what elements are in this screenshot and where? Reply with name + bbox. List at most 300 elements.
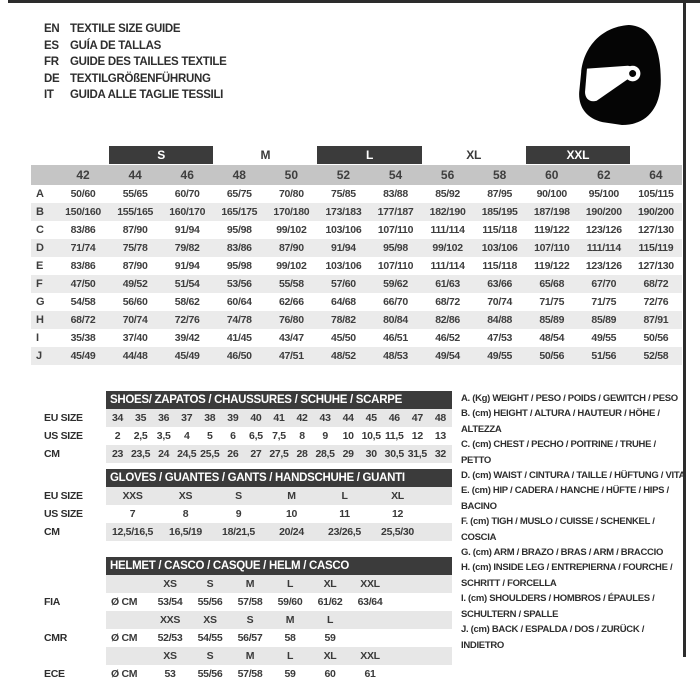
cell: 23 <box>111 448 124 460</box>
cell: 127/130 <box>637 260 674 272</box>
cell: 59 <box>284 668 296 680</box>
cell: 48/54 <box>539 332 565 344</box>
cell: 52/53 <box>157 632 183 644</box>
cell: 53/54 <box>157 596 183 608</box>
cell: 26 <box>227 448 239 460</box>
row-values <box>57 278 682 290</box>
language-title-block <box>44 21 227 104</box>
cell: 6,5 <box>249 430 263 442</box>
cell: 30 <box>365 448 377 460</box>
cell: 57/58 <box>237 668 263 680</box>
cell: 5 <box>207 430 213 442</box>
row-values <box>106 508 452 520</box>
cell: 59/60 <box>277 596 303 608</box>
cell: 80/84 <box>383 314 408 326</box>
cell: 71/75 <box>591 296 617 308</box>
cell: 107/110 <box>534 242 570 254</box>
ece-label: ECE <box>44 668 65 680</box>
cell: M <box>245 650 255 662</box>
cell: 58 <box>492 168 507 182</box>
shoes-cm-label: CM <box>44 448 60 460</box>
cell: 155/165 <box>117 206 154 218</box>
cell: 60/70 <box>174 188 200 200</box>
cell: 62 <box>597 168 611 182</box>
shoes-row-labels <box>44 391 106 463</box>
cell: 39/42 <box>174 332 200 344</box>
cell: 42 <box>296 412 308 424</box>
cell: 111/114 <box>430 224 465 236</box>
cell: 39 <box>227 412 239 424</box>
label-spacer <box>44 391 106 409</box>
cell: 115/118 <box>482 260 518 272</box>
textile-size-table <box>31 146 682 365</box>
size-group-spacer <box>57 146 109 164</box>
cell: 53/56 <box>226 278 252 290</box>
cell: 190/200 <box>585 206 622 218</box>
row-label: G <box>36 296 45 308</box>
cell: 36 <box>158 412 170 424</box>
cell: 56 <box>440 168 455 182</box>
cell: 78/82 <box>331 314 356 326</box>
cell: 127/130 <box>637 224 674 236</box>
row-values <box>150 596 452 608</box>
cell: S <box>246 614 254 626</box>
row-values <box>150 668 452 680</box>
cell: XXL <box>360 578 380 590</box>
table-row-j <box>31 347 682 365</box>
gloves-table <box>44 469 452 541</box>
gloves-us-row <box>106 505 452 523</box>
cell: 12,5/16,5 <box>111 526 154 538</box>
cell: 46/52 <box>435 332 460 344</box>
row-values <box>57 224 682 236</box>
cell: S <box>206 650 214 662</box>
cmr-sizes-row <box>106 611 452 629</box>
cell: 68/72 <box>70 314 96 326</box>
cell: 64 <box>649 168 663 182</box>
row-values <box>57 296 682 308</box>
cell: 24,5 <box>177 448 197 460</box>
size-group-s: S <box>109 146 213 164</box>
size-group-xxl: XXL <box>526 146 630 164</box>
cell: 63/66 <box>487 278 513 290</box>
cell: 9 <box>322 430 328 442</box>
cell: 41 <box>273 412 285 424</box>
cell: 51/54 <box>174 278 200 290</box>
racing-helmet-icon <box>576 24 664 126</box>
language-row <box>44 71 227 88</box>
cell: 59/62 <box>383 278 408 290</box>
shoes-table <box>44 391 452 463</box>
cell: 87/90 <box>122 260 148 272</box>
cell: 187/198 <box>533 206 570 218</box>
cell: 160/170 <box>169 206 206 218</box>
row-values <box>57 350 682 362</box>
cell: M <box>287 490 296 502</box>
cell: 99/102 <box>276 260 307 272</box>
cell: 47/50 <box>70 278 96 290</box>
cell: 10 <box>285 508 298 520</box>
cell: 28,5 <box>315 448 335 460</box>
cell: 25,5 <box>200 448 220 460</box>
cell: 10 <box>342 430 354 442</box>
cell: 87/90 <box>122 224 148 236</box>
cell: 7 <box>129 508 136 520</box>
cell: 70/74 <box>122 314 148 326</box>
cell: L <box>286 578 294 590</box>
cell: 37 <box>181 412 193 424</box>
cell: 68/72 <box>435 296 460 308</box>
shoes-eu-size-label: EU SIZE <box>44 412 83 424</box>
cell: 62/66 <box>278 296 304 308</box>
cell: 47 <box>411 412 423 424</box>
cell: 48/53 <box>383 350 408 362</box>
cell: 170/180 <box>273 206 310 218</box>
cell: 43/47 <box>278 332 304 344</box>
cell: 51/56 <box>591 350 617 362</box>
row-label: F <box>36 278 43 290</box>
cell: XS <box>163 578 177 590</box>
cell: 90/100 <box>536 188 567 200</box>
cell: 12 <box>411 430 423 442</box>
cell: 190/200 <box>637 206 674 218</box>
cell: 43 <box>319 412 331 424</box>
cell: 28 <box>296 448 308 460</box>
table-row-b <box>31 203 682 221</box>
cell: 47/53 <box>487 332 513 344</box>
cell: 23/26,5 <box>328 526 361 538</box>
legend-item-arm: G. (cm) ARM / BRAZO / BRAS / ARM / BRACCIO <box>461 547 664 559</box>
language-row <box>44 21 227 38</box>
cell: XL <box>391 490 404 502</box>
cell: XL <box>323 650 337 662</box>
cell: 11,5 <box>384 430 404 442</box>
cell: 95/98 <box>383 242 408 254</box>
cell: L <box>286 650 294 662</box>
gloves-sizes-row <box>106 487 452 505</box>
cell: 3,5 <box>156 430 171 442</box>
numeric-size-columns <box>57 168 682 182</box>
gloves-cm-label: CM <box>44 526 60 538</box>
label-spacer <box>44 469 106 487</box>
size-group-xl: XL <box>466 148 482 162</box>
language-code: FR <box>44 56 59 68</box>
cell: 87/91 <box>643 314 669 326</box>
cell: 119/122 <box>534 224 570 236</box>
cell: 52/58 <box>643 350 669 362</box>
cell: 75/85 <box>331 188 356 200</box>
cell: 44 <box>128 168 142 182</box>
cell: 50/56 <box>643 332 669 344</box>
row-label: B <box>36 206 44 218</box>
row-values <box>106 526 452 538</box>
cell: XL <box>323 578 337 590</box>
cell: 182/190 <box>429 206 466 218</box>
cell: 61 <box>364 668 376 680</box>
row-values <box>57 242 682 254</box>
cell: 58 <box>284 632 296 644</box>
table-row-a <box>31 185 682 203</box>
table-row-c <box>31 221 682 239</box>
cell: 119/122 <box>534 260 570 272</box>
table-row-e <box>31 257 682 275</box>
cell: 8 <box>182 508 189 520</box>
cell: 75/78 <box>122 242 148 254</box>
cmr-values-row <box>106 629 452 647</box>
legend-item-weight: A. (Kg) WEIGHT / PESO / POIDS / GEWITCH / PESO <box>461 393 678 404</box>
shoes-us-row <box>106 427 452 445</box>
cell: L <box>341 490 348 502</box>
cell: 45/50 <box>331 332 356 344</box>
cell: 61/63 <box>435 278 460 290</box>
cell: 49/55 <box>591 332 617 344</box>
table-row-g <box>31 293 682 311</box>
language-title: TEXTILE SIZE GUIDE <box>70 23 181 35</box>
cell: 32 <box>434 448 446 460</box>
cell: 185/195 <box>481 206 518 218</box>
cell: 50/60 <box>70 188 96 200</box>
cell: 56/60 <box>122 296 148 308</box>
cell: XXL <box>360 650 380 662</box>
cell: 54 <box>388 168 403 182</box>
cell: 68/72 <box>643 278 669 290</box>
cell: 25,5/30 <box>381 526 414 538</box>
language-title: GUÍA DE TALLAS <box>70 39 161 52</box>
cell: 52 <box>336 168 351 182</box>
cell: 67/70 <box>591 278 617 290</box>
cell: 42 <box>76 168 90 182</box>
size-group-m: M <box>260 148 271 162</box>
cell: 111/114 <box>586 242 621 254</box>
label-spacer <box>44 575 106 593</box>
ece-values-row <box>106 665 452 683</box>
cell: 54/55 <box>197 632 223 644</box>
cell: 31,5 <box>407 448 427 460</box>
cell: 95/98 <box>226 260 252 272</box>
cell: 105/115 <box>638 188 674 200</box>
cell: S <box>235 490 242 502</box>
cell: 55/65 <box>122 188 148 200</box>
cell: 46 <box>180 168 194 182</box>
size-group-l: L <box>317 146 421 164</box>
language-row <box>44 54 227 71</box>
cell: 11 <box>339 508 350 520</box>
cell: 85/92 <box>435 188 460 200</box>
cell: 29 <box>342 448 354 460</box>
cell: 65/75 <box>226 188 252 200</box>
cell: 35/38 <box>70 332 96 344</box>
shoes-band <box>106 391 452 463</box>
cell: 12 <box>391 508 404 520</box>
row-values <box>106 448 452 460</box>
shoes-eu-row <box>106 409 452 427</box>
label-spacer <box>44 611 106 629</box>
diameter-cm-unit: Ø CM <box>111 668 138 680</box>
cell: 35 <box>135 412 147 424</box>
cell: 107/110 <box>377 224 414 236</box>
shoes-us-size-label: US SIZE <box>44 430 83 442</box>
cell: 65/68 <box>539 278 565 290</box>
cell: 49/52 <box>122 278 148 290</box>
legend-item-thigh: F. (cm) TIGH / MUSLO / CUISSE / SCHENKEL / COSCIA <box>461 516 655 543</box>
legend-item-height: B. (cm) HEIGHT / ALTURA / HAUTEUR / HÖHE / ALTEZZA <box>461 408 660 435</box>
language-title: TEXTILGRÖßENFÜHRUNG <box>70 72 211 85</box>
helmet-table <box>44 557 452 683</box>
legend-item-waist: D. (cm) WAIST / CINTURA / TAILLE / HÜFTUNG / VITA <box>461 470 686 482</box>
cell: 173/183 <box>325 206 362 218</box>
gloves-us-size-label: US SIZE <box>44 508 83 520</box>
cell: 115/118 <box>482 224 518 236</box>
cell: M <box>245 578 255 590</box>
cell: 91/94 <box>174 224 200 236</box>
language-row <box>44 87 227 104</box>
cell: 57/60 <box>331 278 356 290</box>
shoes-cm-row <box>106 445 452 463</box>
row-values <box>106 412 452 424</box>
cell: 54/58 <box>70 296 96 308</box>
helmet-table-title: HELMET / CASCO / CASQUE / HELM / CASCO <box>106 557 452 575</box>
label-spacer <box>44 557 106 575</box>
cell: 71/74 <box>70 242 96 254</box>
cell: XXS <box>159 614 181 626</box>
cell: 91/94 <box>331 242 356 254</box>
table-row-h <box>31 311 682 329</box>
cell: 16,5/19 <box>169 526 202 538</box>
gloves-band <box>106 469 452 541</box>
row-values <box>150 650 452 662</box>
cell: 91/94 <box>174 260 200 272</box>
row-values <box>57 206 682 218</box>
language-title: GUIDE DES TAILLES TEXTILE <box>70 56 227 68</box>
cell: 83/86 <box>226 242 252 254</box>
cell: 7,5 <box>272 430 286 442</box>
cell: 83/86 <box>70 260 96 272</box>
cell: 63/64 <box>357 596 383 608</box>
cell: 107/110 <box>377 260 414 272</box>
cell: 99/102 <box>276 224 307 236</box>
cell: 95/98 <box>226 224 252 236</box>
row-values <box>57 260 682 272</box>
fia-label: FIA <box>44 596 61 608</box>
cell: 48/52 <box>331 350 356 362</box>
cell: 111/114 <box>430 260 465 272</box>
row-label: E <box>36 260 44 272</box>
gloves-row-labels <box>44 469 106 541</box>
cell: 60 <box>324 668 336 680</box>
cell: 10,5 <box>361 430 381 442</box>
cell: 103/106 <box>325 260 362 272</box>
row-values <box>150 632 452 644</box>
cell: 50/56 <box>539 350 565 362</box>
cell: 40 <box>250 412 262 424</box>
cell: 84/88 <box>487 314 513 326</box>
cell: XS <box>163 650 177 662</box>
cell: 9 <box>235 508 242 520</box>
fia-sizes-row <box>106 575 452 593</box>
cell: 79/82 <box>174 242 200 254</box>
row-values <box>106 490 452 502</box>
cell: 76/80 <box>278 314 304 326</box>
row-label: A <box>36 188 44 200</box>
cell: 46/51 <box>383 332 408 344</box>
cell: 48 <box>232 168 246 182</box>
ece-sizes-row <box>106 647 452 665</box>
cell: 27,5 <box>269 448 289 460</box>
cell: 177/187 <box>377 206 414 218</box>
cell: 58/62 <box>174 296 200 308</box>
cell: 123/126 <box>585 224 622 236</box>
cell: 4 <box>183 430 190 442</box>
cell: 47/51 <box>278 350 304 362</box>
cell: XS <box>178 490 193 502</box>
cell: XXS <box>122 490 143 502</box>
row-label: H <box>36 314 44 326</box>
language-code: IT <box>44 89 54 101</box>
cell: 48 <box>434 412 446 424</box>
top-border-line <box>8 0 700 3</box>
cell: 24 <box>158 448 170 460</box>
cell: 61/62 <box>317 596 343 608</box>
cell: 45 <box>365 412 377 424</box>
size-group-header <box>31 146 682 164</box>
cell: 2 <box>114 430 121 442</box>
cell: 87/90 <box>278 242 304 254</box>
numeric-size-band <box>31 165 682 185</box>
row-values <box>106 430 452 442</box>
cell: 85/89 <box>591 314 617 326</box>
legend-item-shoulders: I. (cm) SHOULDERS / HOMBROS / ÉPAULES / SCHULTERN / SPALLE <box>461 593 655 620</box>
row-label: J <box>36 350 42 362</box>
cmr-label: CMR <box>44 632 68 644</box>
cell: 123/126 <box>585 260 622 272</box>
cell: S <box>206 578 214 590</box>
cell: 49/54 <box>435 350 460 362</box>
cell: 60/64 <box>226 296 252 308</box>
cell: 72/76 <box>174 314 200 326</box>
cell: 8 <box>299 430 305 442</box>
row-values <box>57 314 682 326</box>
helmet-row-labels <box>44 557 106 683</box>
cell: 56/57 <box>237 632 263 644</box>
size-group-spacer <box>630 146 682 164</box>
cell: 20/24 <box>279 526 304 538</box>
cell: 45/49 <box>70 350 96 362</box>
language-code: ES <box>44 39 59 52</box>
cell: 72/76 <box>643 296 669 308</box>
table-row-d <box>31 239 682 257</box>
cell: 2,5 <box>133 430 148 442</box>
cell: L <box>326 614 334 626</box>
cell: 30,5 <box>384 448 404 460</box>
language-row <box>44 38 227 55</box>
cell: 34 <box>111 412 124 424</box>
cell: 55/58 <box>278 278 304 290</box>
cell: 46 <box>388 412 400 424</box>
cell: 55/56 <box>197 596 223 608</box>
cell: 66/70 <box>383 296 408 308</box>
cell: 13 <box>434 430 446 442</box>
language-title: GUIDA ALLE TAGLIE TESSILI <box>70 89 224 101</box>
legend-item-inside-leg: H. (cm) INSIDE LEG / ENTREPIERNA / FOURCHE / SCHRITT / FORCELLA <box>461 562 673 589</box>
cell: 70/80 <box>278 188 304 200</box>
cell: 64/68 <box>331 296 356 308</box>
cell: 59 <box>324 632 336 644</box>
cell: 70/74 <box>487 296 513 308</box>
cell: 6 <box>230 430 236 442</box>
cell: 115/119 <box>638 242 674 254</box>
row-values <box>150 578 452 590</box>
gloves-cm-row <box>106 523 452 541</box>
